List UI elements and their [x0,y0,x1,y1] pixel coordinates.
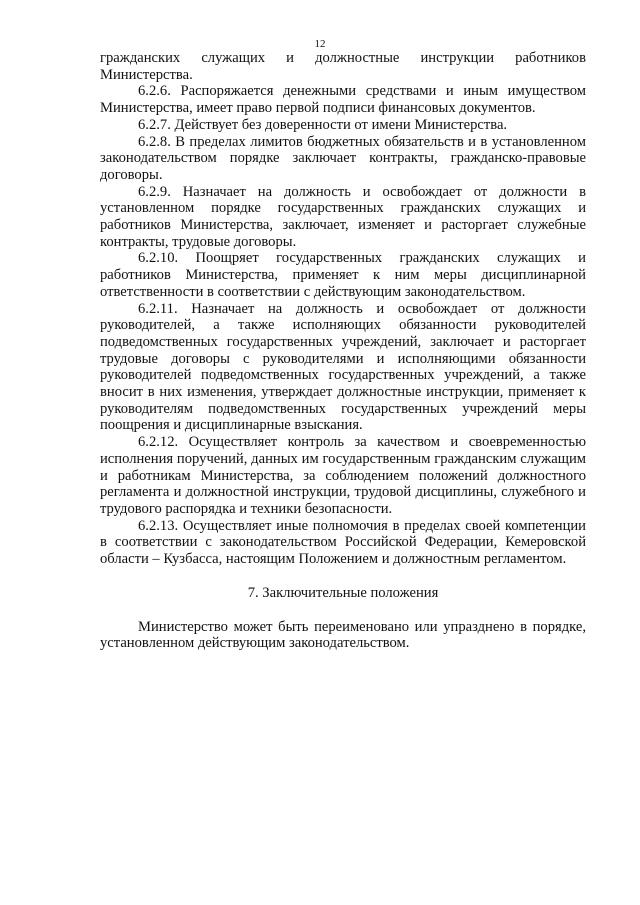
section-7-heading: 7. Заключительные положения [247,584,439,601]
paragraph-continuation: гражданских служащих и должностные инструкции работников Министерства. [100,50,586,83]
paragraph-6-2-8: 6.2.8. В пределах лимитов бюджетных обязательств и в установленном законодательством порядке заключает контракты, гражданско-правовые договоры. [100,133,586,183]
paragraph-6-2-12: 6.2.12. Осуществляет контроль за качеством и своевременностью исполнения поручений, данных им государственным гражданским служащим и работникам Министерства, за соблюдением положений должностного регламента и должностной инструкции, трудовой дисциплины, служебного и трудового распорядка и техники безопасности. [100,434,586,517]
paragraph-6-2-7: 6.2.7. Действует без доверенности от имени Министерства. [138,116,508,133]
paragraph-6-2-10: 6.2.10. Поощряет государственных гражданских служащих и работников Министерства, применяет к ним меры дисциплинарной ответственности в соответствии с действующим законодательством. [100,250,586,300]
paragraph-6-2-6: 6.2.6. Распоряжается денежными средствами и иным имуществом Министерства, имеет право первой подписи финансовых документов. [100,83,586,117]
paragraph-6-2-11: 6.2.11. Назначает на должность и освобождает от должности руководителей, а также исполняющих обязанности руководителей подведомственных государственных учреждений, заключает и расторгает трудовые договоры с руководителями и исполняющими обязанности руководителей подведомственных государственных учреждений, а также вносит в них изменения, утверждает должностные инструкции, применяет к руководителям подведомственных государственных учреждений меры поощрения и дисциплинарные взыскания. [100,300,586,434]
section-7-paragraph: Министерство может быть переименовано или упразднено в порядке, установленном действующим законодательством. [100,618,586,652]
document-body [100,50,586,652]
paragraph-6-2-9: 6.2.9. Назначает на должность и освобождает от должности в установленном порядке государственных гражданских служащих и работников Министерства, заключает, изменяет и расторгает служебные контракты, трудовые договоры. [100,183,586,250]
paragraph-6-2-13: 6.2.13. Осуществляет иные полномочия в пределах своей компетенции в соответствии с законодательством Российской Федерации, Кемеровской области – Кузбасса, настоящим Положением и должностным регламентом. [100,517,586,568]
page-number: 12 [314,38,326,50]
